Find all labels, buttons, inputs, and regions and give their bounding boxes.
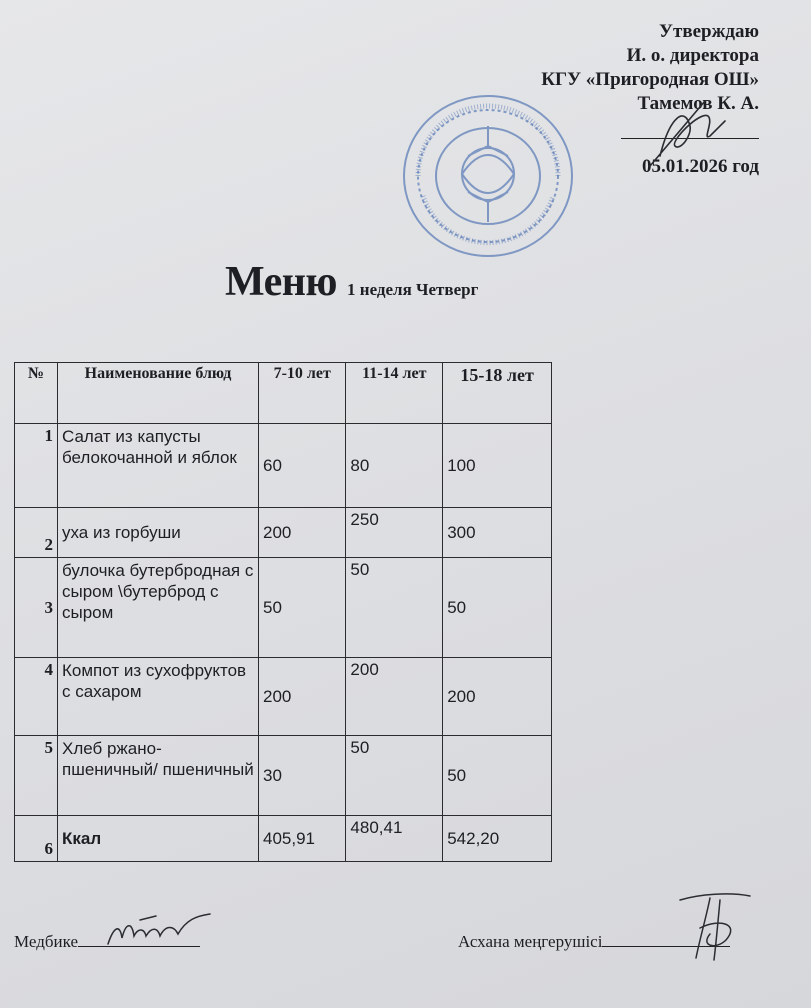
- approval-date: 05.01.2026 год: [642, 156, 759, 177]
- row-number: 3: [15, 558, 58, 658]
- row-number: 6: [15, 816, 58, 862]
- approval-heading: Утверждаю: [659, 21, 759, 42]
- portion-7-10: 200: [259, 658, 346, 736]
- official-seal-icon: [398, 86, 578, 266]
- chef-label: Асхана меңгерушісі: [458, 932, 603, 951]
- portion-7-10: 30: [259, 736, 346, 816]
- dish-name: Хлеб ржано-пшеничный/ пшеничный: [58, 736, 259, 816]
- table-row: [15, 424, 552, 508]
- table-row: [15, 658, 552, 736]
- portion-7-10: 50: [259, 558, 346, 658]
- nurse-signature-icon: [100, 906, 220, 956]
- row-number: 1: [15, 424, 58, 508]
- kcal-15-18: 542,20: [443, 816, 552, 862]
- column-header-dish: Наименование блюд: [58, 363, 259, 424]
- kcal-label: Ккал: [58, 816, 259, 862]
- column-header-age-11-14: 11-14 лет: [346, 363, 443, 424]
- menu-title: Меню: [225, 259, 338, 305]
- menu-table: [14, 362, 552, 862]
- row-number: 2: [15, 508, 58, 558]
- approval-position: И. о. директора: [626, 45, 759, 66]
- kcal-7-10: 405,91: [259, 816, 346, 862]
- portion-7-10: 60: [259, 424, 346, 508]
- portion-11-14: 50: [346, 736, 443, 816]
- portion-15-18: 100: [443, 424, 552, 508]
- portion-15-18: 50: [443, 558, 552, 658]
- approval-director-name: Тамемов К. А.: [637, 93, 759, 114]
- row-number: 4: [15, 658, 58, 736]
- column-header-age-15-18: 15-18 лет: [443, 363, 552, 424]
- director-signature-icon: [630, 96, 740, 172]
- row-number: 5: [15, 736, 58, 816]
- portion-15-18: 300: [443, 508, 552, 558]
- approval-organization: КГУ «Пригородная ОШ»: [541, 69, 759, 90]
- portion-15-18: 200: [443, 658, 552, 736]
- dish-name: Компот из сухофруктов с сахаром: [58, 658, 259, 736]
- portion-11-14: 80: [346, 424, 443, 508]
- dish-name: булочка бутербродная с сыром \бутерброд с сыром: [58, 558, 259, 658]
- column-header-number: №: [15, 363, 58, 424]
- table-row: [15, 558, 552, 658]
- dish-name: уха из горбуши: [58, 508, 259, 558]
- portion-11-14: 250: [346, 508, 443, 558]
- chef-signature-icon: [670, 888, 760, 968]
- table-row: [15, 736, 552, 816]
- table-header-row: [15, 363, 552, 424]
- portion-15-18: 50: [443, 736, 552, 816]
- dish-name: Салат из капусты белокочанной и яблок: [58, 424, 259, 508]
- page-title: [225, 258, 478, 306]
- kcal-11-14: 480,41: [346, 816, 443, 862]
- portion-11-14: 50: [346, 558, 443, 658]
- portion-7-10: 200: [259, 508, 346, 558]
- column-header-age-7-10: 7-10 лет: [259, 363, 346, 424]
- menu-subtitle: 1 неделя Четверг: [347, 280, 479, 299]
- portion-11-14: 200: [346, 658, 443, 736]
- table-row-kcal: [15, 816, 552, 862]
- nurse-label: Медбике: [14, 932, 78, 951]
- table-row: [15, 508, 552, 558]
